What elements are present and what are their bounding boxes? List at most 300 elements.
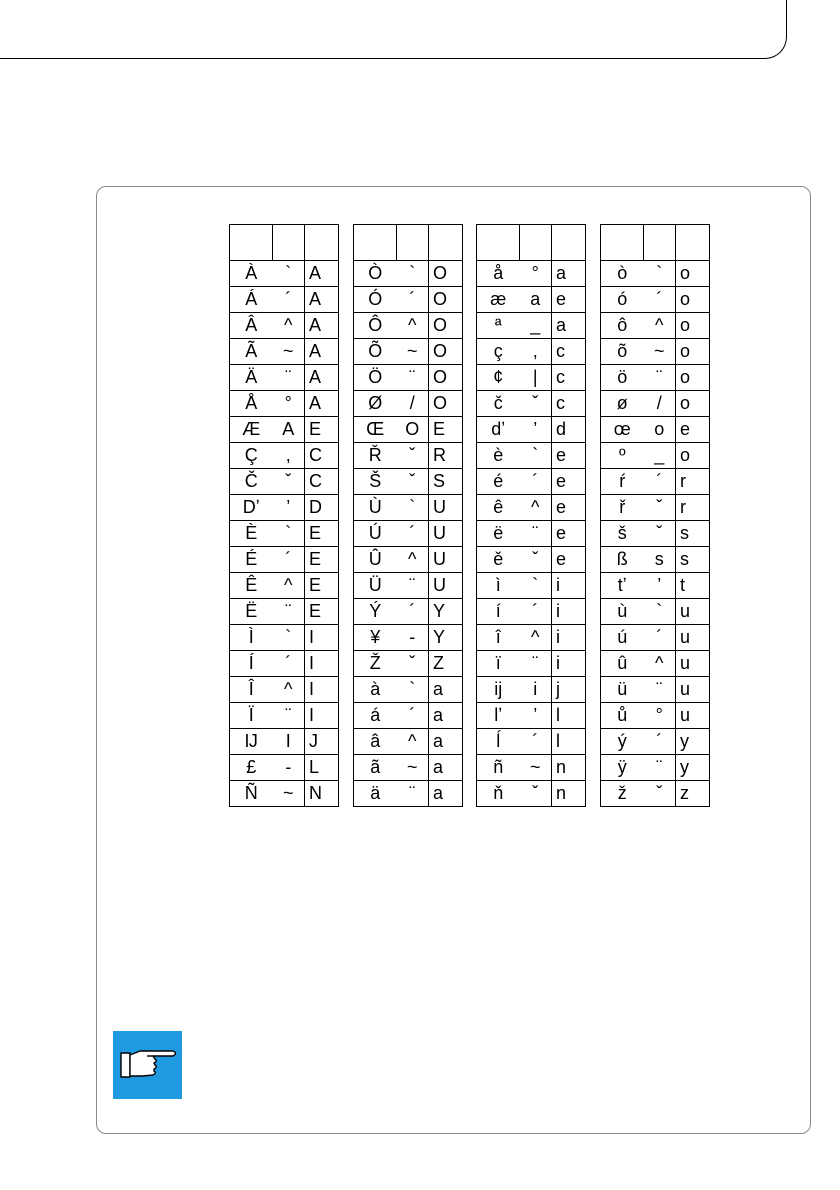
composed-char-cell: ř — [601, 495, 644, 521]
table-row — [477, 651, 586, 677]
table-row — [230, 391, 339, 417]
accent-cell: ˇ — [397, 651, 429, 677]
base-letter-cell: O — [429, 365, 463, 391]
accent-cell: ˇ — [273, 469, 305, 495]
table-row — [230, 599, 339, 625]
note-icon-box — [113, 1031, 182, 1099]
composed-char-cell: ý — [601, 729, 644, 755]
table-row — [601, 599, 710, 625]
composed-char-cell: dʼ — [477, 417, 520, 443]
base-letter-cell: R — [429, 443, 463, 469]
base-letter-cell: D — [305, 495, 339, 521]
base-letter-cell: e — [552, 469, 586, 495]
base-letter-cell: O — [429, 391, 463, 417]
composed-char-cell: Ç — [230, 443, 273, 469]
accent-cell: ´ — [273, 287, 305, 313]
base-letter-cell: a — [429, 729, 463, 755]
composed-char-cell: â — [354, 729, 397, 755]
composed-char-cell: õ — [601, 339, 644, 365]
table-header-row — [601, 225, 710, 261]
header-cell — [644, 225, 676, 261]
accent-cell: ^ — [397, 313, 429, 339]
composed-char-cell: ¢ — [477, 365, 520, 391]
composed-char-cell: lʼ — [477, 703, 520, 729]
table-row — [601, 573, 710, 599]
page-header-rule — [0, 0, 787, 59]
accent-cell: ˇ — [397, 469, 429, 495]
table-row — [354, 339, 463, 365]
composed-char-cell: ç — [477, 339, 520, 365]
table-row — [230, 469, 339, 495]
accent-cell: _ — [520, 313, 552, 339]
header-cell — [520, 225, 552, 261]
table-row — [601, 495, 710, 521]
table-row — [230, 729, 339, 755]
table-row — [601, 547, 710, 573]
header-cell — [552, 225, 586, 261]
base-letter-cell: A — [305, 391, 339, 417]
base-letter-cell: n — [552, 781, 586, 807]
composed-char-cell: Ž — [354, 651, 397, 677]
base-letter-cell: Z — [429, 651, 463, 677]
accent-cell: ´ — [520, 729, 552, 755]
composed-char-cell: Ë — [230, 599, 273, 625]
table-row — [354, 391, 463, 417]
accent-cell: _ — [644, 443, 676, 469]
table-row — [477, 417, 586, 443]
header-cell — [397, 225, 429, 261]
accent-cell: ´ — [273, 547, 305, 573]
table-row — [354, 521, 463, 547]
composed-char-cell: Č — [230, 469, 273, 495]
base-letter-cell: y — [676, 729, 710, 755]
table-row — [601, 287, 710, 313]
accent-cell: ˇ — [644, 495, 676, 521]
base-letter-cell: A — [305, 313, 339, 339]
table-row — [354, 287, 463, 313]
accent-cell: s — [644, 547, 676, 573]
base-letter-cell: I — [305, 651, 339, 677]
composed-char-cell: ú — [601, 625, 644, 651]
base-letter-cell: a — [552, 261, 586, 287]
accent-cell: ` — [520, 573, 552, 599]
composed-char-cell: š — [601, 521, 644, 547]
base-letter-cell: c — [552, 365, 586, 391]
table-row — [477, 729, 586, 755]
composed-char-cell: æ — [477, 287, 520, 313]
table-row — [354, 469, 463, 495]
base-letter-cell: c — [552, 391, 586, 417]
table-row — [230, 651, 339, 677]
header-cell — [477, 225, 520, 261]
composed-char-cell: Í — [230, 651, 273, 677]
composed-char-cell: œ — [601, 417, 644, 443]
accent-cell: ~ — [273, 781, 305, 807]
accent-cell: ´ — [273, 651, 305, 677]
base-letter-cell: a — [552, 313, 586, 339]
accent-cell: ° — [273, 391, 305, 417]
pointing-hand-icon — [113, 1031, 182, 1099]
composed-char-cell: ž — [601, 781, 644, 807]
accent-cell: ° — [520, 261, 552, 287]
base-letter-cell: O — [429, 287, 463, 313]
base-letter-cell: o — [676, 287, 710, 313]
accent-cell: ~ — [644, 339, 676, 365]
accent-cell: ’ — [273, 495, 305, 521]
base-letter-cell: d — [552, 417, 586, 443]
table-row — [354, 677, 463, 703]
table-row — [477, 391, 586, 417]
base-letter-cell: a — [429, 781, 463, 807]
accent-cell: ’ — [520, 417, 552, 443]
base-letter-cell: U — [429, 573, 463, 599]
composed-char-cell: ù — [601, 599, 644, 625]
base-letter-cell: o — [676, 261, 710, 287]
table-row — [354, 755, 463, 781]
base-letter-cell: a — [429, 677, 463, 703]
base-letter-cell: I — [305, 703, 339, 729]
base-letter-cell: A — [305, 365, 339, 391]
composed-char-cell: ô — [601, 313, 644, 339]
base-letter-cell: U — [429, 547, 463, 573]
composed-char-cell: È — [230, 521, 273, 547]
base-letter-cell: O — [429, 261, 463, 287]
table-row — [354, 443, 463, 469]
accent-cell: | — [520, 365, 552, 391]
table-row — [601, 703, 710, 729]
accent-cell: ` — [397, 495, 429, 521]
table-row — [477, 495, 586, 521]
base-letter-cell: S — [429, 469, 463, 495]
composed-char-cell: ñ — [477, 755, 520, 781]
table-row — [477, 521, 586, 547]
composed-char-cell: ß — [601, 547, 644, 573]
base-letter-cell: o — [676, 443, 710, 469]
base-letter-cell: N — [305, 781, 339, 807]
accent-cell: ˇ — [644, 521, 676, 547]
base-letter-cell: o — [676, 365, 710, 391]
composed-char-cell: À — [230, 261, 273, 287]
table-row — [354, 495, 463, 521]
composed-char-cell: ï — [477, 651, 520, 677]
composed-char-cell: ã — [354, 755, 397, 781]
table-row — [354, 729, 463, 755]
composed-char-cell: Ò — [354, 261, 397, 287]
accent-cell: ´ — [644, 287, 676, 313]
table-row — [601, 469, 710, 495]
composed-char-cell: Dʼ — [230, 495, 273, 521]
table-row — [601, 781, 710, 807]
composed-char-cell: ¥ — [354, 625, 397, 651]
accent-cell: ´ — [644, 625, 676, 651]
base-letter-cell: l — [552, 729, 586, 755]
composed-char-cell: Ú — [354, 521, 397, 547]
composed-char-cell: Ï — [230, 703, 273, 729]
composed-char-cell: ê — [477, 495, 520, 521]
composed-char-cell: ů — [601, 703, 644, 729]
accent-cell: ¨ — [273, 365, 305, 391]
header-cell — [601, 225, 644, 261]
accent-cell: ¨ — [644, 365, 676, 391]
table-row — [230, 443, 339, 469]
base-letter-cell: C — [305, 443, 339, 469]
table-row — [477, 287, 586, 313]
accent-cell: ´ — [520, 599, 552, 625]
base-letter-cell: U — [429, 495, 463, 521]
composed-char-cell: ĺ — [477, 729, 520, 755]
composed-char-cell: Ì — [230, 625, 273, 651]
table-row — [601, 625, 710, 651]
table-row — [477, 755, 586, 781]
accent-cell: ¨ — [397, 781, 429, 807]
composed-char-cell: ij — [477, 677, 520, 703]
table-row — [354, 625, 463, 651]
table-row — [601, 313, 710, 339]
table-row — [354, 313, 463, 339]
table-row — [477, 703, 586, 729]
composed-char-cell: Ê — [230, 573, 273, 599]
accent-cell: ˇ — [520, 781, 552, 807]
base-letter-cell: O — [429, 339, 463, 365]
composed-char-cell: É — [230, 547, 273, 573]
table-row — [477, 469, 586, 495]
table-row — [601, 443, 710, 469]
base-letter-cell: o — [676, 391, 710, 417]
table-row — [477, 573, 586, 599]
base-letter-cell: i — [552, 599, 586, 625]
composed-char-cell: Å — [230, 391, 273, 417]
composed-char-cell: ò — [601, 261, 644, 287]
composed-char-cell: Î — [230, 677, 273, 703]
table-row — [601, 729, 710, 755]
table-row — [354, 417, 463, 443]
accent-cell: ` — [397, 261, 429, 287]
table-row — [230, 495, 339, 521]
accent-cell: ^ — [520, 625, 552, 651]
table-row — [601, 677, 710, 703]
accent-cell: ~ — [397, 339, 429, 365]
table-row — [230, 547, 339, 573]
base-letter-cell: z — [676, 781, 710, 807]
composed-char-cell: ŕ — [601, 469, 644, 495]
base-letter-cell: u — [676, 599, 710, 625]
composed-char-cell: Ä — [230, 365, 273, 391]
accent-cell: ~ — [520, 755, 552, 781]
base-letter-cell: e — [552, 547, 586, 573]
accent-cell: ` — [397, 677, 429, 703]
accent-cell: ` — [273, 521, 305, 547]
table-row — [477, 625, 586, 651]
composed-char-cell: û — [601, 651, 644, 677]
composed-char-cell: ë — [477, 521, 520, 547]
composed-char-cell: ü — [601, 677, 644, 703]
table-row — [230, 365, 339, 391]
table-row — [601, 521, 710, 547]
accent-cell: a — [520, 287, 552, 313]
base-letter-cell: l — [552, 703, 586, 729]
composed-char-cell: Ý — [354, 599, 397, 625]
composed-char-cell: Æ — [230, 417, 273, 443]
accent-cell: / — [644, 391, 676, 417]
composed-char-cell: é — [477, 469, 520, 495]
base-letter-cell: e — [552, 287, 586, 313]
composed-char-cell: Š — [354, 469, 397, 495]
table-row — [477, 443, 586, 469]
table-row — [354, 261, 463, 287]
composed-char-cell: Â — [230, 313, 273, 339]
composed-char-cell: £ — [230, 755, 273, 781]
accent-cell: ^ — [644, 651, 676, 677]
accent-cell: ´ — [397, 703, 429, 729]
accent-cell: ^ — [397, 729, 429, 755]
table-row — [477, 339, 586, 365]
base-letter-cell: y — [676, 755, 710, 781]
base-letter-cell: o — [676, 313, 710, 339]
accent-cell: ¨ — [397, 365, 429, 391]
composed-char-cell: Ù — [354, 495, 397, 521]
base-letter-cell: Y — [429, 599, 463, 625]
base-letter-cell: e — [552, 443, 586, 469]
accent-cell: A — [273, 417, 305, 443]
composed-char-cell: Á — [230, 287, 273, 313]
base-letter-cell: u — [676, 677, 710, 703]
composed-char-cell: Ó — [354, 287, 397, 313]
composed-char-cell: Û — [354, 547, 397, 573]
accent-cell: ¨ — [273, 599, 305, 625]
accent-cell: ` — [520, 443, 552, 469]
table-header-row — [230, 225, 339, 261]
table-header-row — [354, 225, 463, 261]
base-letter-cell: s — [676, 521, 710, 547]
accent-cell: ´ — [397, 521, 429, 547]
table-row — [230, 625, 339, 651]
table-row — [354, 781, 463, 807]
composed-char-cell: Ø — [354, 391, 397, 417]
base-letter-cell: I — [305, 625, 339, 651]
base-letter-cell: n — [552, 755, 586, 781]
char-table-3 — [476, 224, 586, 807]
table-row — [477, 547, 586, 573]
base-letter-cell: u — [676, 625, 710, 651]
base-letter-cell: j — [552, 677, 586, 703]
table-row — [601, 651, 710, 677]
accent-cell: ¨ — [520, 521, 552, 547]
accent-cell: ˇ — [397, 443, 429, 469]
table-row — [477, 599, 586, 625]
accent-cell: ˇ — [520, 391, 552, 417]
table-row — [230, 677, 339, 703]
composed-char-cell: Ö — [354, 365, 397, 391]
base-letter-cell: i — [552, 625, 586, 651]
base-letter-cell: E — [429, 417, 463, 443]
table-row — [477, 365, 586, 391]
accent-cell: ~ — [397, 755, 429, 781]
composed-char-cell: Ř — [354, 443, 397, 469]
accent-cell: ^ — [273, 677, 305, 703]
composed-char-cell: ì — [477, 573, 520, 599]
accent-cell: ¨ — [644, 677, 676, 703]
base-letter-cell: J — [305, 729, 339, 755]
base-letter-cell: e — [552, 495, 586, 521]
table-row — [477, 781, 586, 807]
accent-cell: ^ — [397, 547, 429, 573]
table-row — [230, 703, 339, 729]
accent-cell: ¨ — [273, 703, 305, 729]
composed-char-cell: ö — [601, 365, 644, 391]
table-row — [354, 703, 463, 729]
header-cell — [305, 225, 339, 261]
table-row — [230, 573, 339, 599]
table-row — [601, 417, 710, 443]
composed-char-cell: ň — [477, 781, 520, 807]
composed-char-cell: å — [477, 261, 520, 287]
base-letter-cell: C — [305, 469, 339, 495]
base-letter-cell: I — [305, 677, 339, 703]
header-cell — [676, 225, 710, 261]
base-letter-cell: E — [305, 599, 339, 625]
table-row — [354, 573, 463, 599]
accent-cell: I — [273, 729, 305, 755]
table-header-row — [477, 225, 586, 261]
base-letter-cell: E — [305, 547, 339, 573]
accent-cell: ˇ — [520, 547, 552, 573]
composed-char-cell: tʼ — [601, 573, 644, 599]
accent-cell: ` — [644, 599, 676, 625]
table-row — [230, 755, 339, 781]
header-cell — [230, 225, 273, 261]
char-table-4 — [600, 224, 710, 807]
composed-char-cell: ě — [477, 547, 520, 573]
base-letter-cell: E — [305, 573, 339, 599]
base-letter-cell: r — [676, 495, 710, 521]
accent-cell: ^ — [520, 495, 552, 521]
accent-cell: ’ — [520, 703, 552, 729]
accent-cell: ~ — [273, 339, 305, 365]
base-letter-cell: u — [676, 703, 710, 729]
accent-cell: ´ — [397, 287, 429, 313]
table-row — [601, 391, 710, 417]
accent-cell: ’ — [644, 573, 676, 599]
base-letter-cell: A — [305, 287, 339, 313]
base-letter-cell: a — [429, 703, 463, 729]
accent-cell: ^ — [273, 313, 305, 339]
table-row — [601, 339, 710, 365]
composed-char-cell: ª — [477, 313, 520, 339]
base-letter-cell: A — [305, 339, 339, 365]
accent-cell: / — [397, 391, 429, 417]
base-letter-cell: i — [552, 651, 586, 677]
composed-char-cell: ó — [601, 287, 644, 313]
table-row — [477, 313, 586, 339]
table-row — [354, 599, 463, 625]
composed-char-cell: í — [477, 599, 520, 625]
accent-cell: i — [520, 677, 552, 703]
table-row — [230, 417, 339, 443]
table-row — [230, 261, 339, 287]
base-letter-cell: s — [676, 547, 710, 573]
composed-char-cell: Ü — [354, 573, 397, 599]
base-letter-cell: O — [429, 313, 463, 339]
accent-cell: ¨ — [397, 573, 429, 599]
accent-cell: ¨ — [520, 651, 552, 677]
base-letter-cell: A — [305, 261, 339, 287]
table-row — [601, 755, 710, 781]
composed-char-cell: Ĳ — [230, 729, 273, 755]
accent-cell: ˇ — [644, 781, 676, 807]
composed-char-cell: á — [354, 703, 397, 729]
composed-char-cell: Õ — [354, 339, 397, 365]
accent-cell: ` — [273, 261, 305, 287]
